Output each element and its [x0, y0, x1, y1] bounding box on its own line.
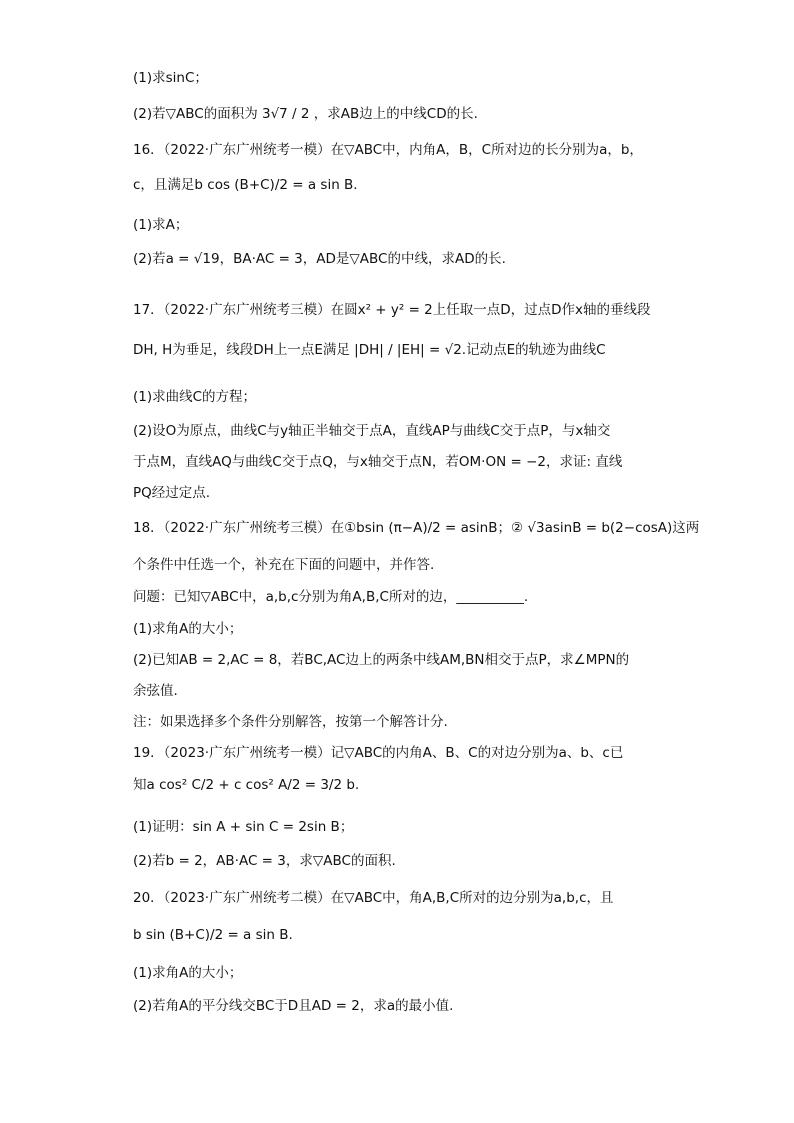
q20-stem: 20．（2023·广东广州统考二模）在▽ABC中，角A,B,C所对的边分别为a,b,c，且	[133, 890, 614, 906]
q17-part1: (1)求曲线C的方程；	[133, 389, 257, 405]
q18-part2-cont: 余弦值.	[133, 683, 178, 699]
q18-problem: 问题：已知▽ABC中，a,b,c分别为角A,B,C所对的边，__________.	[133, 589, 529, 605]
q18-stem: 18．（2022·广东广州统考三模）在①bsin (π−A)/2 = asinB；② √3asinB = b(2−cosA)这两	[133, 520, 700, 536]
q19-part2: (2)若b = 2，AB·AC = 3，求▽ABC的面积.	[133, 853, 396, 869]
q17-part2-cont1: 于点M，直线AQ与曲线C交于点Q，与x轴交于点N，若OM·ON = −2，求证: 直线	[133, 454, 623, 470]
q16-stem: 16．（2022·广东广州统考一模）在▽ABC中，内角A，B，C所对边的长分别为a，b，	[133, 142, 643, 158]
q20-condition: b sin (B+C)/2 = a sin B.	[133, 927, 293, 943]
q18-note: 注：如果选择多个条件分别解答，按第一个解答计分.	[133, 714, 448, 730]
q16-part2: (2)若a = √19，BA·AC = 3，AD是▽ABC的中线，求AD的长.	[133, 251, 506, 267]
q17-stem: 17．（2022·广东广州统考三模）在圆x² + y² = 2上任取一点D，过点D作x轴的垂线段	[133, 302, 651, 318]
q15-part1: (1)求sinC；	[133, 70, 208, 86]
q15-part2: (2)若▽ABC的面积为 3√7 / 2 ，求AB边上的中线CD的长.	[133, 106, 478, 122]
q20-part1: (1)求角A的大小；	[133, 965, 243, 981]
q17-part2: (2)设O为原点，曲线C与y轴正半轴交于点A，直线AP与曲线C交于点P，与x轴交	[133, 423, 611, 439]
q16-condition: c，且满足b cos (B+C)/2 = a sin B.	[133, 177, 358, 193]
q19-stem: 19．（2023·广东广州统考一模）记▽ABC的内角A、B、C的对边分别为a、b、c已	[133, 745, 624, 761]
q20-part2: (2)若角A的平分线交BC于D且AD = 2，求a的最小值.	[133, 998, 454, 1014]
q16-part1: (1)求A；	[133, 217, 189, 233]
q18-stem-cont: 个条件中任选一个，补充在下面的问题中，并作答.	[133, 557, 435, 573]
q17-part2-cont2: PQ经过定点.	[133, 485, 211, 501]
q18-part2: (2)已知AB = 2,AC = 8，若BC,AC边上的两条中线AM,BN相交于点P，求∠MPN的	[133, 652, 630, 668]
q19-condition: 知a cos² C/2 + c cos² A/2 = 3/2 b.	[133, 777, 360, 793]
q19-part1: (1)证明：sin A + sin C = 2sin B；	[133, 819, 354, 835]
q18-part1: (1)求角A的大小；	[133, 621, 243, 637]
q17-stem-cont: DH, H为垂足，线段DH上一点E满足 |DH| / |EH| = √2.记动点E的轨迹为曲线C	[133, 342, 606, 358]
